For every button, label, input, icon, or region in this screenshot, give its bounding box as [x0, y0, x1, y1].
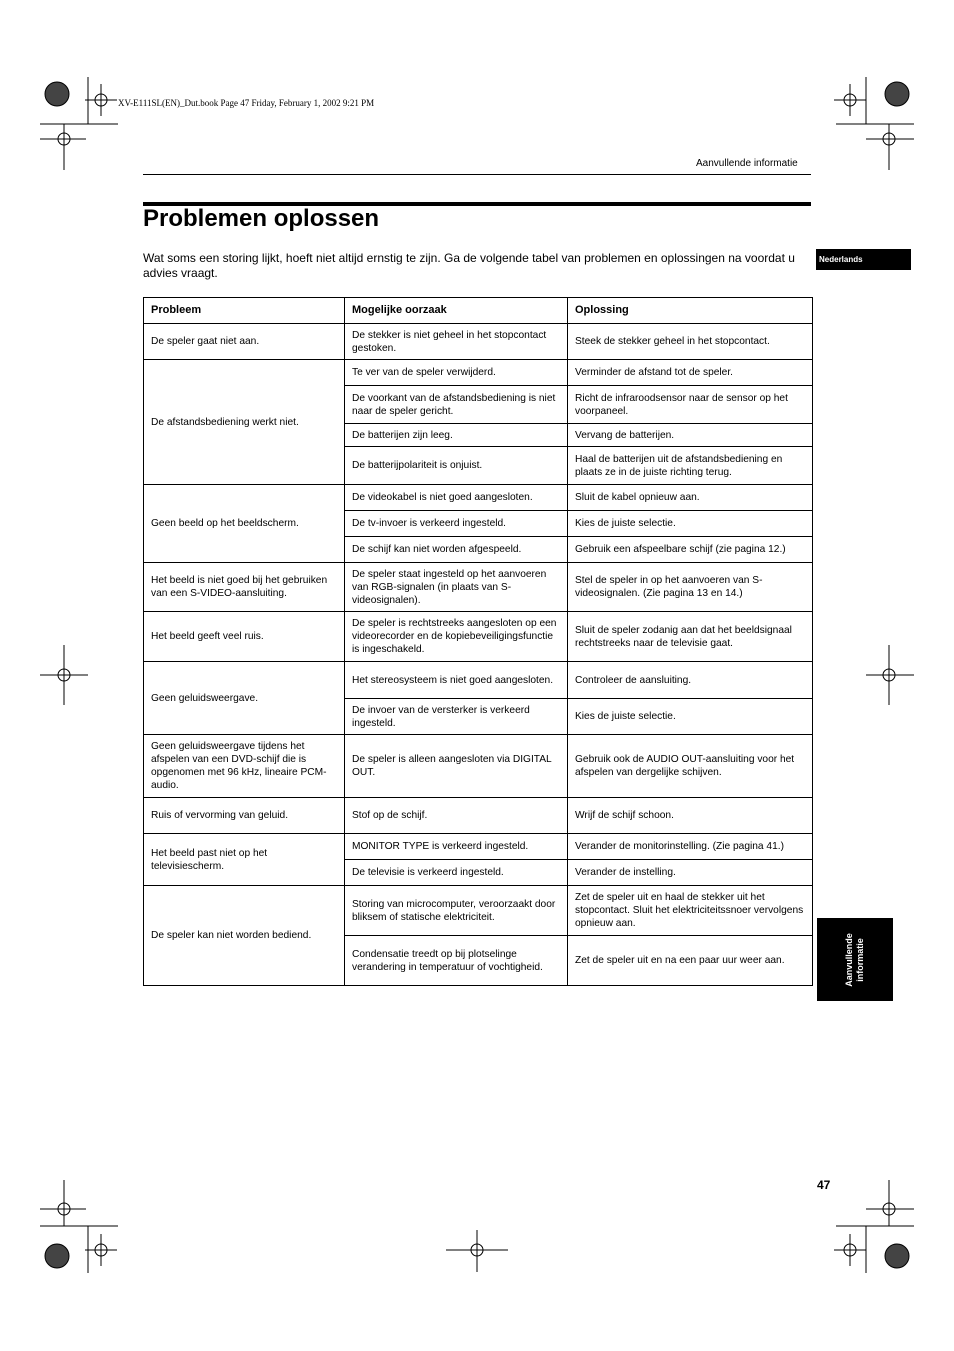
solution-cell: Gebruik ook de AUDIO OUT-aansluiting voor het afspelen van dergelijke schijven.: [568, 735, 813, 798]
cause-cell: Stof op de schijf.: [345, 798, 568, 834]
side-tab-label: Aanvullende informatie: [844, 932, 865, 987]
table-row: [144, 324, 813, 360]
page-number: 47: [817, 1178, 831, 1192]
table-row: [144, 662, 813, 699]
cause-cell: De speler is rechtstreeks aangesloten op een videorecorder en de kopiebeveiligingsfunctie is ingeschakeld.: [345, 612, 568, 662]
problem-cell: De speler kan niet worden bediend.: [144, 886, 345, 986]
side-tab: [817, 918, 893, 1001]
cause-cell: Het stereosysteem is niet goed aangesloten.: [345, 662, 568, 699]
table-row: [144, 886, 813, 936]
solution-cell: Controleer de aansluiting.: [568, 662, 813, 699]
crop-mark-icon: [40, 1180, 118, 1273]
crop-mark-icon: [834, 77, 914, 170]
solution-cell: Verminder de afstand tot de speler.: [568, 360, 813, 386]
solution-cell: Zet de speler uit en haal de stekker uit het stopcontact. Sluit het elektriciteitssnoer vervolgens opnieuw aan.: [568, 886, 813, 936]
solution-cell: Verander de instelling.: [568, 860, 813, 886]
problem-cell: De speler gaat niet aan.: [144, 324, 345, 360]
cause-cell: De televisie is verkeerd ingesteld.: [345, 860, 568, 886]
cause-cell: Storing van microcomputer, veroorzaakt door bliksem of statische elektriciteit.: [345, 886, 568, 936]
cause-cell: De speler staat ingesteld op het aanvoeren van RGB-signalen (in plaats van S-videosignalen).: [345, 563, 568, 612]
solution-cell: Zet de speler uit en na een paar uur weer aan.: [568, 936, 813, 986]
intro-text: Wat soms een storing lijkt, hoeft niet altijd ernstig te zijn. Ga de volgende tabel van problemen en oplossingen na voordat u advies vraagt.: [143, 251, 795, 280]
table-header-row: [144, 298, 813, 324]
table-row: [144, 563, 813, 612]
problem-cell: De afstandsbediening werkt niet.: [144, 360, 345, 485]
cause-cell: De schijf kan niet worden afgespeeld.: [345, 537, 568, 563]
problem-cell: Geen geluidsweergave tijdens het afspelen van een DVD-schijf die is opgenomen met 96 kHz, lineaire PCM-audio.: [144, 735, 345, 798]
table-row: [144, 798, 813, 834]
page-title: Problemen oplossen: [143, 205, 380, 232]
solution-cell: Kies de juiste selectie.: [568, 511, 813, 537]
print-info: XV-E111SL(EN)_Dut.book Page 47 Friday, February 1, 2002 9:21 PM: [118, 98, 375, 108]
table-row: [144, 360, 813, 386]
troubleshooting-table: [143, 297, 813, 986]
solution-cell: Steek de stekker geheel in het stopcontact.: [568, 324, 813, 360]
problem-cell: Het beeld geeft veel ruis.: [144, 612, 345, 662]
header-solution: Oplossing: [568, 298, 813, 324]
solution-cell: Kies de juiste selectie.: [568, 699, 813, 735]
section-header: Aanvullende informatie: [696, 158, 798, 169]
table-row: [144, 612, 813, 662]
solution-cell: Sluit de kabel opnieuw aan.: [568, 485, 813, 511]
problem-cell: Het beeld past niet op het televisiescherm.: [144, 834, 345, 886]
cause-cell: De tv-invoer is verkeerd ingesteld.: [345, 511, 568, 537]
cause-cell: De invoer van de versterker is verkeerd ingesteld.: [345, 699, 568, 735]
cause-cell: Te ver van de speler verwijderd.: [345, 360, 568, 386]
problem-cell: Geen geluidsweergave.: [144, 662, 345, 735]
cause-cell: De batterijpolariteit is onjuist.: [345, 447, 568, 485]
header-divider: [143, 174, 811, 175]
table-row: [144, 735, 813, 798]
solution-cell: Stel de speler in op het aanvoeren van S-videosignalen. (Zie pagina 13 en 14.): [568, 563, 813, 612]
cause-cell: MONITOR TYPE is verkeerd ingesteld.: [345, 834, 568, 860]
solution-cell: Vervang de batterijen.: [568, 424, 813, 447]
cause-cell: De batterijen zijn leeg.: [345, 424, 568, 447]
solution-cell: Wrijf de schijf schoon.: [568, 798, 813, 834]
table-row: [144, 834, 813, 860]
cause-cell: De stekker is niet geheel in het stopcontact gestoken.: [345, 324, 568, 360]
crop-mark-icon: [446, 1230, 508, 1272]
problem-cell: Het beeld is niet goed bij het gebruiken van een S-VIDEO-aansluiting.: [144, 563, 345, 612]
problem-cell: Geen beeld op het beeldscherm.: [144, 485, 345, 563]
crop-mark-icon: [40, 77, 118, 170]
cause-cell: De videokabel is niet goed aangesloten.: [345, 485, 568, 511]
crop-mark-icon: [834, 1180, 914, 1273]
header-cause: Mogelijke oorzaak: [345, 298, 568, 324]
solution-cell: Richt de infraroodsensor naar de sensor op het voorpaneel.: [568, 386, 813, 424]
header-problem: Probleem: [144, 298, 345, 324]
solution-cell: Sluit de speler zodanig aan dat het beeldsignaal rechtstreeks naar de televisie gaat.: [568, 612, 813, 662]
cause-cell: De speler is alleen aangesloten via DIGITAL OUT.: [345, 735, 568, 798]
cause-cell: Condensatie treedt op bij plotselinge verandering in temperatuur of vochtigheid.: [345, 936, 568, 986]
cause-cell: De voorkant van de afstandsbediening is niet naar de speler gericht.: [345, 386, 568, 424]
solution-cell: Gebruik een afspeelbare schijf (zie pagina 12.): [568, 537, 813, 563]
solution-cell: Verander de monitorinstelling. (Zie pagina 41.): [568, 834, 813, 860]
solution-cell: Haal de batterijen uit de afstandsbediening en plaats ze in de juiste richting terug.: [568, 447, 813, 485]
table-body: [144, 324, 813, 986]
table-row: [144, 485, 813, 511]
problem-cell: Ruis of vervorming van geluid.: [144, 798, 345, 834]
language-tab: Nederlands: [816, 249, 911, 270]
